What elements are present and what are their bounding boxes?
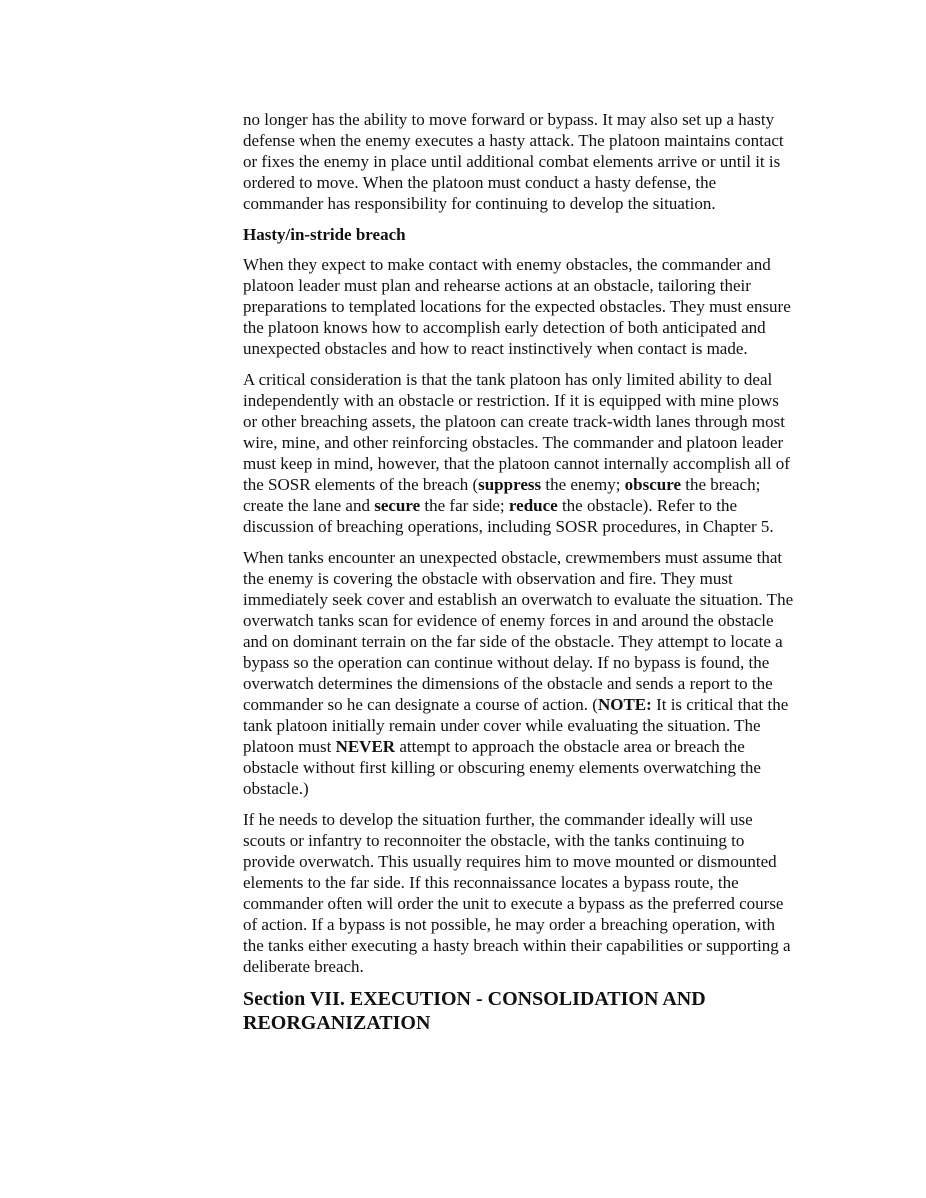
text-segment: It is critical that the tank platoon initially remain under cover while evaluating the situation. The platoon must: [243, 695, 789, 756]
text-segment: the obstacle). Refer to the discussion of breaching operations, including SOSR procedures, in Chapter 5.: [243, 496, 774, 536]
paragraph-hasty-defense: [243, 109, 795, 214]
heading-hasty-breach: Hasty/in-stride breach: [243, 225, 406, 244]
emphasis-reduce: reduce: [508, 496, 558, 515]
emphasis-never: NEVER: [335, 737, 396, 756]
text-segment: the enemy;: [541, 475, 625, 494]
paragraph-text: When they expect to make contact with enemy obstacles, the commander and platoon leader must plan and rehearse actions at an obstacle, tailoring their preparations to templated locations for the expected obstacles. They must ensure the platoon knows how to accomplish early detection of both anticipated and unexpected obstacles and how to react instinctively when contact is made.: [243, 255, 791, 358]
text-segment: the far side;: [420, 496, 509, 515]
section-heading: Section VII. EXECUTION - CONSOLIDATION AND REORGANIZATION: [243, 988, 706, 1034]
paragraph-text: If he needs to develop the situation further, the commander ideally will use scouts or infantry to reconnoiter the obstacle, with the tanks continuing to provide overwatch. This usually requires him to move mounted or dismounted elements to the far side. If this reconnaissance locates a bypass route, the commander often will order the unit to execute a bypass as the preferred course of action. If a bypass is not possible, he may order a breaching operation, with the tanks either executing a hasty breach within their capabilities or supporting a deliberate breach.: [243, 810, 791, 976]
paragraph-text: no longer has the ability to move forward or bypass. It may also set up a hasty defense when the enemy executes a hasty attack. The platoon maintains contact or fixes the enemy in place until additional combat elements arrive or until it is ordered to move. When the platoon must conduct a hasty defense, the commander has responsibility for continuing to develop the situation.: [243, 110, 784, 213]
emphasis-suppress: suppress: [478, 475, 542, 494]
paragraph-unexpected-obstacle: [243, 547, 795, 799]
emphasis-obscure: obscure: [624, 475, 682, 494]
emphasis-note: NOTE:: [597, 695, 652, 714]
text-segment: attempt to approach the obstacle area or breach the obstacle without first killing or obscuring enemy elements overwatching the obstacle.): [243, 737, 761, 798]
document-body: [243, 109, 795, 1035]
text-segment: the breach; create the lane and: [243, 475, 761, 515]
paragraph-develop-situation: [243, 809, 795, 977]
emphasis-secure: secure: [374, 496, 421, 515]
text-segment: A critical consideration is that the tank platoon has only limited ability to deal independently with an obstacle or restriction. If it is equipped with mine plows or other breaching assets, the platoon can create track-width lanes through most wire, mine, and other reinforcing obstacles. The commander and platoon leader must keep in mind, however, that the platoon cannot internally accomplish all of the SOSR elements of the breach (: [243, 370, 790, 494]
paragraph-breach-consideration: [243, 369, 795, 537]
paragraph-obstacle-planning: [243, 254, 795, 359]
text-segment: When tanks encounter an unexpected obstacle, crewmembers must assume that the enemy is covering the obstacle with observation and fire. They must immediately seek cover and establish an overwatch to evaluate the situation. The overwatch tanks scan for evidence of enemy forces in and around the obstacle and on dominant terrain on the far side of the obstacle. They attempt to locate a bypass so the operation can continue without delay. If no bypass is found, the overwatch determines the dimensions of the obstacle and sends a report to the commander so he can designate a course of action. (: [243, 548, 794, 714]
